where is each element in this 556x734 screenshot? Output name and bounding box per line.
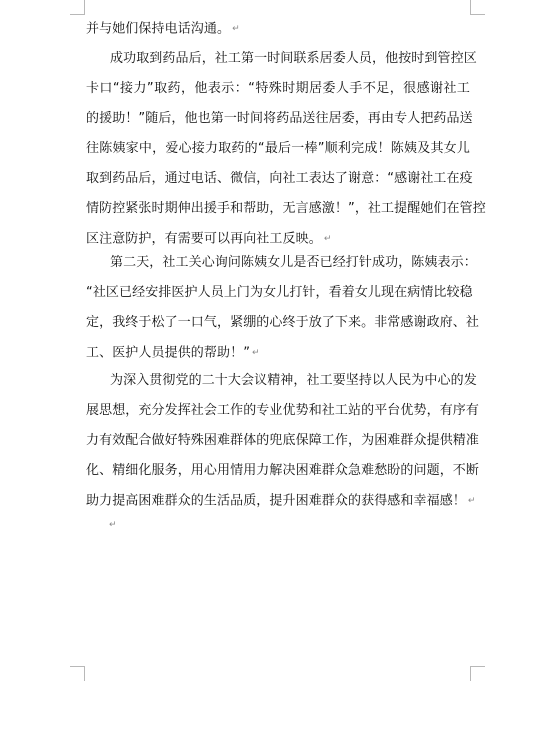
line-text: 展思想，充分发挥社会工作的专业优势和社工站的平台优势，有序有 xyxy=(86,403,480,418)
text-line xyxy=(86,194,486,224)
line-text: “社区已经安排医护人员上门为女儿打针，看着女儿现在病情比较稳 xyxy=(86,285,473,300)
paragraph-mark-icon: ↵ xyxy=(467,496,476,506)
text-line xyxy=(86,14,470,44)
paragraph-mark-icon: ↵ xyxy=(109,520,117,530)
line-text: 为深入贯彻党的二十大会议精神，社工要坚持以人民为中心的发 xyxy=(110,373,477,388)
line-text: 往陈姨家中，爱心接力取药的“最后一棒”顺利完成！陈姨及其女儿 xyxy=(86,141,470,156)
text-line xyxy=(86,456,480,486)
margin-corner-bottom-right xyxy=(470,666,485,681)
margin-corner-bottom-left xyxy=(70,666,85,681)
text-line xyxy=(86,396,480,426)
line-text: 化、精细化服务，用心用情用力解决困难群众急难愁盼的问题，不断 xyxy=(86,463,480,478)
text-line xyxy=(86,164,473,194)
margin-corner-top-left xyxy=(70,0,85,15)
text-line xyxy=(86,278,473,308)
line-text: 并与她们保持电话沟通。 xyxy=(86,21,231,37)
text-line xyxy=(86,74,470,104)
line-text: 第二天，社工关心询问陈姨女儿是否已经打针成功，陈姨表示： xyxy=(110,255,477,270)
line-text: 的援助！”随后，他也第一时间将药品送往居委，再由专人把药品送 xyxy=(86,111,473,126)
text-line xyxy=(86,338,470,368)
line-text: 取到药品后，通过电话、微信，向社工表达了谢意：“感谢社工在疫 xyxy=(86,171,473,186)
line-text: 区注意防护，有需要可以再向社工反映。 xyxy=(86,231,322,247)
paragraph-mark-icon: ↵ xyxy=(252,348,260,358)
text-line xyxy=(86,426,480,456)
text-line xyxy=(86,486,476,516)
line-text: 助力提高困难群众的生活品质，提升困难群众的获得感和幸福感！ xyxy=(86,493,466,509)
text-line xyxy=(86,134,470,164)
text-line xyxy=(86,308,480,338)
margin-corner-top-right xyxy=(470,0,485,15)
paragraph-mark-icon: ↵ xyxy=(323,234,332,244)
text-line xyxy=(110,44,477,74)
text-line xyxy=(86,104,473,134)
text-line xyxy=(110,366,477,396)
line-text: 情防控紧张时期伸出援手和帮助，无言感激！”，社工提醒她们在管控 xyxy=(86,201,486,216)
paragraph-mark-icon: ↵ xyxy=(232,24,240,34)
text-line xyxy=(110,248,477,278)
line-text: 工、医护人员提供的帮助！” xyxy=(86,345,251,361)
line-text: 成功取到药品后，社工第一时间联系居委人员，他按时到管控区 xyxy=(110,51,477,66)
line-text: 力有效配合做好特殊困难群体的兜底保障工作，为困难群众提供精准 xyxy=(86,433,480,448)
line-text: 卡口“接力”取药，他表示：“特殊时期居委人手不足，很感谢社工 xyxy=(86,81,470,96)
line-text: 定，我终于松了一口气，紧绷的心终于放了下来。非常感谢政府、社 xyxy=(86,315,480,330)
